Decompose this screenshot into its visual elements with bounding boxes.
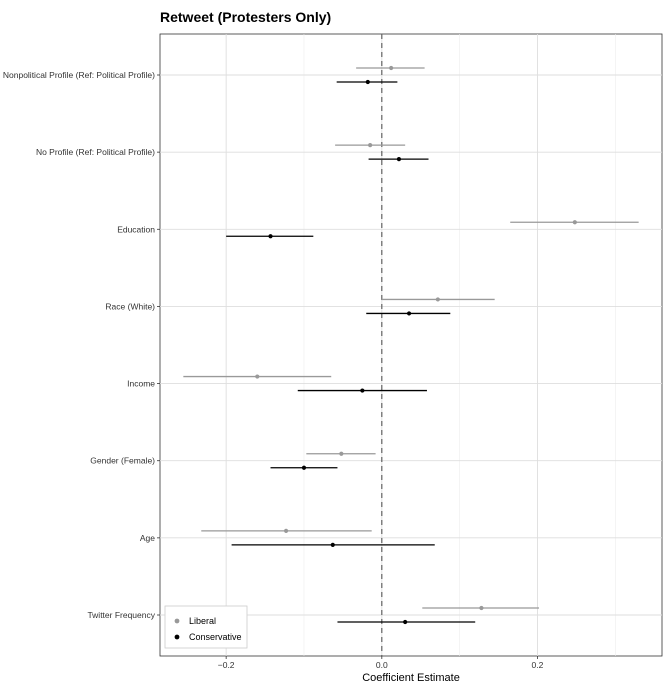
x-tick-label: 0.2 <box>531 660 544 670</box>
point-estimate <box>268 234 272 238</box>
point-estimate <box>403 620 407 624</box>
legend-key <box>175 635 180 640</box>
point-estimate <box>389 66 393 70</box>
y-tick-label: No Profile (Ref: Political Profile) <box>35 147 155 158</box>
x-axis-label: Coefficient Estimate <box>362 672 460 684</box>
point-estimate <box>436 297 440 301</box>
point-estimate <box>368 143 372 147</box>
y-axis-labels <box>3 70 160 620</box>
legend-label: Conservative <box>189 632 242 643</box>
point-estimate <box>573 220 577 224</box>
plot-panel <box>160 34 662 656</box>
point-estimate <box>407 311 411 315</box>
x-tick-label: 0.0 <box>375 660 388 670</box>
y-tick-label: Age <box>139 532 155 543</box>
point-estimate <box>397 157 401 161</box>
legend-key <box>175 619 180 624</box>
point-estimate <box>255 374 259 378</box>
legend <box>165 606 247 648</box>
y-tick-label: Twitter Frequency <box>87 610 155 620</box>
legend-label: Liberal <box>189 616 217 627</box>
point-estimate <box>331 543 335 547</box>
y-tick-label: Education <box>117 224 155 235</box>
y-tick-label: Race (White) <box>105 301 155 312</box>
point-estimate <box>339 452 343 456</box>
y-tick-label: Nonpolitical Profile (Ref: Political Profile) <box>2 70 155 80</box>
y-tick-label: Income <box>127 378 155 389</box>
y-tick-label: Gender (Female) <box>90 455 155 466</box>
point-estimate <box>366 80 370 84</box>
x-axis-ticks <box>218 656 544 670</box>
point-estimate <box>284 529 288 533</box>
point-estimate <box>360 388 364 392</box>
chart-title: Retweet (Protesters Only) <box>160 9 332 25</box>
point-estimate <box>302 466 306 470</box>
point-estimate <box>479 606 483 610</box>
x-tick-label: −0.2 <box>217 660 235 670</box>
